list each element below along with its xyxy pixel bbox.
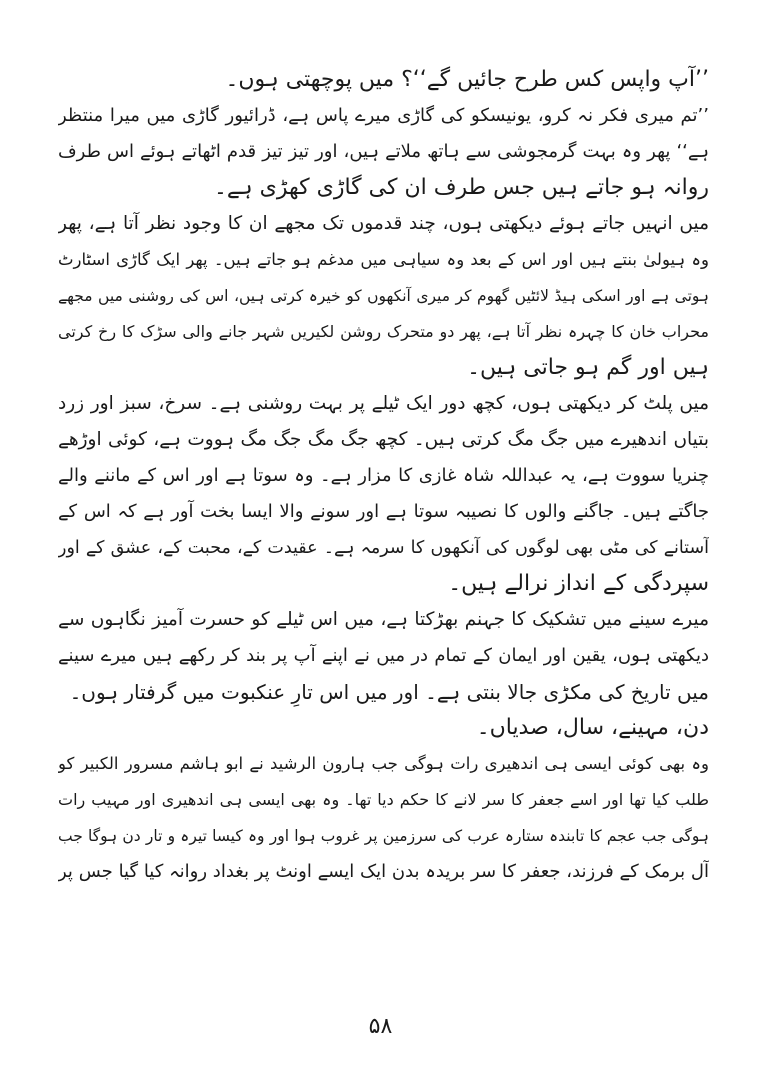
text-line: سپردگی کے انداز نرالے ہیں۔: [448, 571, 709, 596]
text-line: ہوگی جب عجم کا تابندہ ستارہ عرب کی سرزمین پر غروب ہوا اور وہ کیسا تیرہ و تار دن ہوگا جب: [58, 827, 709, 845]
text-line: ’’تم میری فکر نہ کرو، یونیسکو کی گاڑی میرے پاس ہے، ڈرائیور گاڑی میں میرا منتظر: [58, 105, 709, 126]
text-line: جاگتے ہیں۔ جاگنے والوں کا نصیبہ سوتا ہے اور سونے والا ایسا بخت آور ہے کہ اس کے: [58, 501, 709, 522]
text-line: روانہ ہو جاتے ہیں جس طرف ان کی گاڑی کھڑی ہے۔: [214, 175, 709, 200]
text-line: ہے‘‘ پھر وہ بہت گرمجوشی سے ہاتھ ملاتے ہیں، اور تیز تیز قدم اٹھاتے ہوئے اس طرف: [58, 141, 709, 162]
text-line: آل برمک کے فرزند، جعفر کا سر بریدہ بدن ایک ایسے اونٹ پر بغداد روانہ کیا گیا جس پر: [58, 861, 709, 882]
text-line: آستانے کی مٹی بھی لوگوں کی آنکھوں کا سرمہ ہے۔ عقیدت کے، محبت کے، عشق کے اور: [58, 538, 709, 558]
text-line: دن، مہینے، سال، صدیاں۔: [476, 715, 709, 740]
text-line: ہوتی ہے اور اسکی ہیڈ لائٹیں گھوم کر میری آنکھوں کو خیرہ کرتی ہیں، اس کی روشنی میں مجھے: [58, 287, 709, 305]
text-line: ’’آپ واپس کس طرح جائیں گے‘‘؟ میں پوچھتی ہوں۔: [225, 67, 709, 92]
text-line: وہ ہیولیٰ بنتے ہیں اور اس کے بعد وہ سیاہی میں مدغم ہو جاتے ہیں۔ پھر ایک گاڑی اسٹارٹ: [58, 250, 709, 269]
text-line: میرے سینے میں تشکیک کا جہنم بھڑکتا ہے، میں اس ٹیلے کو حسرت آمیز نگاہوں سے: [58, 609, 709, 630]
text-line: ہیں اور گم ہو جاتی ہیں۔: [467, 355, 709, 380]
text-line: چنریا سووت ہے، یہ عبداللہ شاہ غازی کا مزار ہے۔ وہ سوتا ہے اور اس کے ماننے والے: [58, 465, 709, 486]
text-line: بتیاں اندھیرے میں جگ مگ کرتی ہیں۔ کچھ جگ مگ جگ مگ ہووت ہے، کوئی اوڑھے: [58, 429, 709, 450]
text-line: محراب خان کا چہرہ نظر آتا ہے، پھر دو متحرک روشن لکیریں شہر جانے والی سڑک کا رخ کرتی: [58, 322, 709, 341]
text-body: [58, 62, 709, 890]
text-line: میں پلٹ کر دیکھتی ہوں، کچھ دور ایک ٹیلے پر بہت روشنی ہے۔ سرخ، سبز اور زرد: [58, 393, 709, 414]
text-line: میں تاریخ کی مکڑی جالا بنتی ہے۔ اور میں اس تارِ عنکبوت میں گرفتار ہوں۔: [69, 680, 709, 704]
text-line: دیکھتی ہوں، یقین اور ایمان کے تمام در میں نے اپنے آپ پر بند کر رکھے ہیں میرے سینے: [58, 645, 709, 666]
text-line: وہ بھی کوئی ایسی ہی اندھیری رات ہوگی جب ہارون الرشید نے ابو ہاشم مسرور الکبیر کو: [58, 754, 709, 773]
page-number: ۵۸: [368, 1014, 393, 1039]
text-line: میں انہیں جاتے ہوئے دیکھتی ہوں، چند قدموں تک مجھے ان کا وجود نظر آتا ہے، پھر: [58, 213, 709, 234]
text-line: طلب کیا تھا اور اسے جعفر کا سر لانے کا حکم دیا تھا۔ وہ بھی ایسی ہی اندھیری اور مہیب رات: [58, 790, 709, 809]
